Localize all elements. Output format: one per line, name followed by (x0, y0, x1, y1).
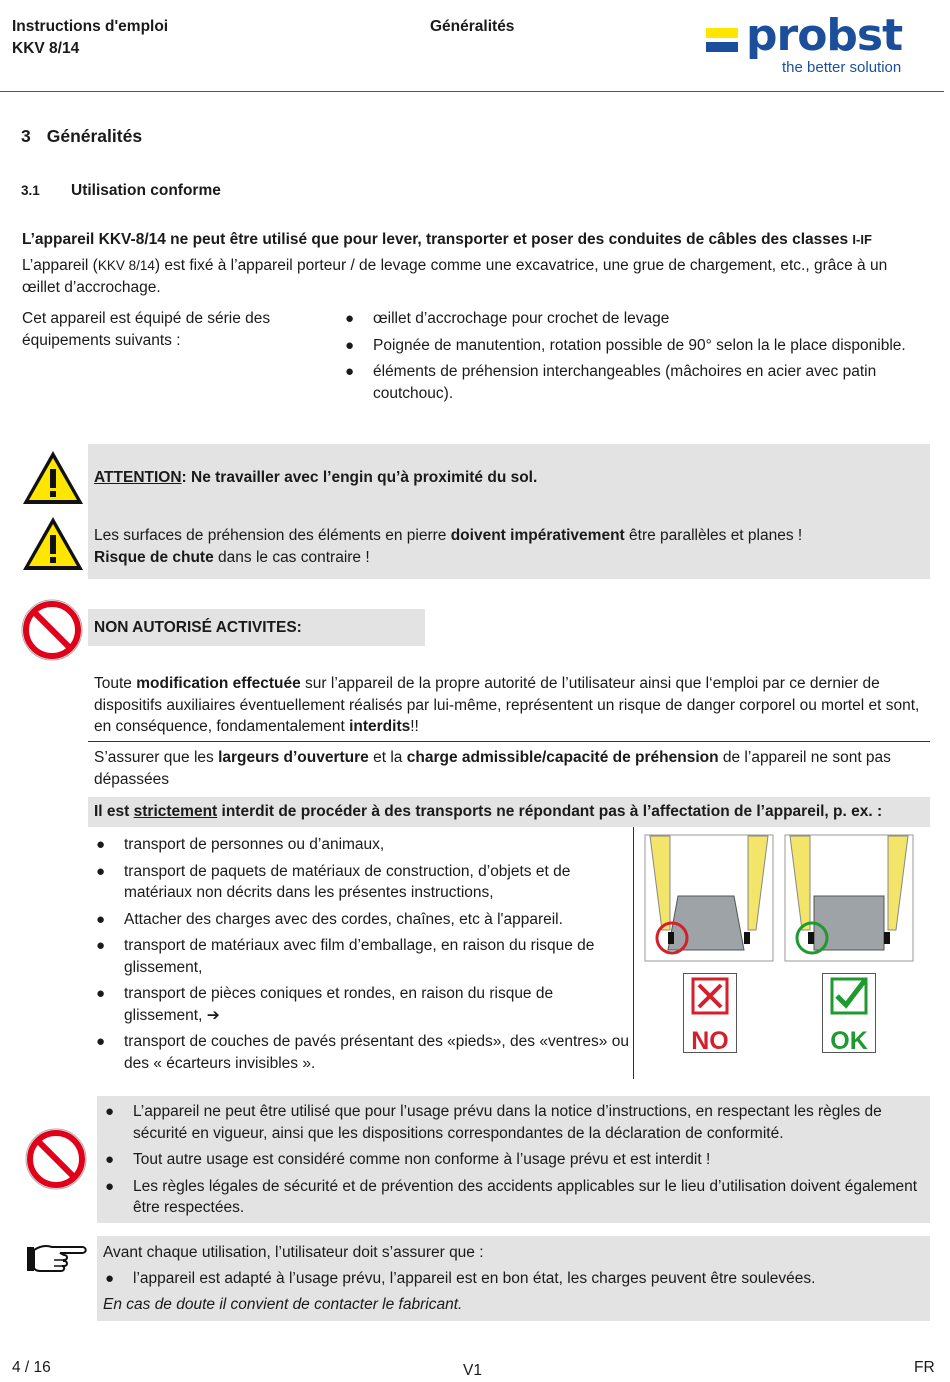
risk-a: Risque de chute (94, 548, 214, 566)
attention-text: : Ne travailler avec l’engin qu’à proximité du sol. (181, 469, 538, 486)
intro-model-small: KKV 8/14 (97, 258, 155, 273)
logo-yellow-bar (706, 28, 738, 38)
intro-classes: I-IF (852, 232, 872, 247)
warning-icon (21, 515, 85, 573)
p3-b: strictement (133, 803, 218, 820)
logo-wordmark: probst (746, 10, 903, 61)
list-item-text: Attacher des charges avec des cordes, chaînes, etc à l'appareil. (124, 910, 563, 928)
logo-tagline: the better solution (782, 59, 902, 76)
list-item (94, 909, 630, 931)
bullet: ● (96, 910, 106, 928)
usage-list (103, 1101, 918, 1219)
pointing-hand-icon (24, 1241, 88, 1275)
divider (88, 741, 930, 742)
capacity-paragraph (94, 747, 924, 790)
list-item (103, 1101, 918, 1144)
p2-a: S’assurer que les (94, 749, 219, 766)
bullet: ● (345, 363, 355, 380)
p1-d: interdits (349, 718, 411, 735)
bullet: ● (96, 985, 106, 1002)
p1-e: !! (410, 718, 419, 735)
p2-b: largeurs d’ouverture (218, 749, 369, 766)
check-intro: Avant chaque utilisation, l’utilisateur doit s’assurer que : (103, 1244, 484, 1261)
bullet: ● (96, 862, 106, 880)
list-item-text: L’appareil ne peut être utilisé que pour l’usage prévu dans la notice d’instructions, en respectant les règles de sécurité en vigueur, ainsi que les dispositions correspondantes de la déclaration de conformité. (133, 1103, 882, 1142)
doc-title: Instructions d'emploi (12, 18, 169, 35)
bullet: ● (105, 1177, 115, 1195)
list-item (343, 335, 923, 357)
list-item (103, 1268, 918, 1290)
header-section: Généralités (430, 18, 515, 35)
probst-logo (706, 10, 938, 80)
list-item (94, 861, 630, 904)
risk-b: dans le cas contraire ! (213, 548, 370, 566)
list-item (103, 1176, 918, 1219)
bullet: ● (345, 310, 355, 327)
p1-b: modification effectuée (136, 675, 301, 692)
list-item-text: transport de pièces coniques et rondes, en raison du risque de glissement, ➔ (124, 985, 554, 1024)
list-item-text: Les règles légales de sécurité et de prévention des accidents applicables sur le lieu d’utilisation doivent également être respectées. (133, 1177, 918, 1216)
subsection-number: 3.1 (21, 183, 40, 198)
surfaces-a: Les surfaces de préhension des éléments en pierre (94, 527, 451, 544)
modification-paragraph (94, 673, 924, 738)
list-item (343, 308, 923, 330)
warning-icon (21, 449, 85, 507)
list-item-text: transport de couches de pavés présentant des «pieds», des «ventres» ou des « écarteurs invisibles ». (124, 1033, 629, 1072)
section-title: Généralités (46, 126, 143, 146)
vertical-divider (633, 827, 634, 1079)
checkmark-icon (823, 974, 875, 1020)
surfaces-text (94, 525, 924, 568)
ok-badge (822, 973, 876, 1053)
section-number: 3 (21, 126, 31, 146)
bullet: ● (345, 336, 355, 354)
list-item-text: Tout autre usage est considéré comme non conforme à l’usage prévu et est interdit ! (133, 1151, 711, 1168)
version: V1 (463, 1362, 482, 1379)
intro-bold-text: L’appareil KKV-8/14 ne peut être utilisé que pour lever, transporter et poser des conduites de câbles des classes (22, 231, 849, 248)
bullet: ● (105, 1270, 115, 1287)
header-divider (0, 91, 944, 92)
list-item (94, 1031, 630, 1074)
prohibition-icon (24, 1127, 88, 1191)
ok-label: OK (830, 1026, 868, 1055)
no-label: NO (691, 1026, 729, 1055)
p2-c: et la (368, 749, 407, 766)
list-item (94, 935, 630, 978)
list-item-text: transport de matériaux avec film d’emballage, en raison du risque de glissement, (124, 937, 595, 976)
attention-label: ATTENTION (94, 469, 182, 486)
p2-e: de l’appareil ne sont pas dépassées (94, 749, 891, 788)
list-item (94, 983, 630, 1026)
logo-blue-bar (706, 42, 738, 52)
subsection-title: Utilisation conforme (71, 182, 221, 199)
list-item (94, 834, 630, 856)
not-allowed-title: NON AUTORISÉ ACTIVITES: (88, 609, 425, 646)
cross-icon (684, 974, 736, 1020)
surfaces-b: doivent impérativement (450, 527, 625, 544)
list-item (343, 361, 923, 404)
bullet: ● (96, 937, 106, 954)
p1-a: Toute (94, 675, 137, 692)
surfaces-c: être parallèles et planes ! (624, 527, 803, 544)
doc-model: KKV 8/14 (12, 40, 80, 57)
p3-c: interdit de procéder à des transports ne répondant pas à l’affectation de l’appareil, p. ex. : (217, 803, 883, 820)
conical-grip-illustration (644, 834, 774, 964)
attention-line (94, 467, 924, 489)
parallel-grip-illustration (784, 834, 914, 964)
list-item-text: transport de personnes ou d’animaux, (124, 836, 385, 853)
intro-text-b: ) est fixé à l’appareil porteur / de levage comme une excavatrice, une grue de chargement, etc., grâce à un œillet d’accrochage. (22, 257, 888, 296)
list-item-text: l’appareil est adapté à l’usage prévu, l’appareil est en bon état, les charges peuvent être soulevées. (133, 1270, 816, 1287)
list-item-text: éléments de préhension interchangeables (mâchoires en acier avec patin coutchouc). (373, 363, 877, 402)
prohibition-icon (20, 598, 84, 662)
list-item-text: Poignée de manutention, rotation possible de 90° selon la le place disponible. (373, 336, 906, 354)
intro-bold-line (22, 229, 927, 251)
section-heading (21, 126, 142, 148)
bullet: ● (96, 836, 106, 853)
p1-c: sur l’appareil de la propre autorité de l’utilisateur ainsi que l‘emploi par ce dernier de dispositifs auxiliaires éventuellement réalisés par lui-même, représentent un risque de danger corporel ou mortel et sont, en conséquence, fondamentalement (94, 675, 920, 735)
bullet: ● (105, 1103, 115, 1120)
p2-d: charge admissible/capacité de préhension (406, 749, 719, 766)
list-item-text: transport de paquets de matériaux de construction, d’objets et de matériaux non décrits dans les présentes instructions, (124, 862, 571, 901)
language: FR (914, 1359, 935, 1376)
list-item-text: œillet d’accrochage pour crochet de levage (373, 310, 670, 327)
no-badge (683, 973, 737, 1053)
intro-text-a: L’appareil ( (22, 257, 98, 274)
p3-a: Il est (94, 803, 134, 820)
strict-prohibition (88, 797, 930, 827)
check-list (103, 1268, 918, 1290)
check-note: En cas de doute il convient de contacter le fabricant. (103, 1296, 463, 1313)
equipment-label: Cet appareil est équipé de série des équipements suivants : (22, 310, 271, 349)
bullet: ● (105, 1151, 115, 1168)
page-number: 4 / 16 (12, 1359, 51, 1376)
subsection-heading (21, 180, 221, 202)
equipment-list (343, 308, 923, 404)
bullet: ● (96, 1033, 106, 1050)
intro-paragraph (22, 255, 927, 298)
list-item (103, 1149, 918, 1171)
forbidden-list (94, 834, 630, 1074)
